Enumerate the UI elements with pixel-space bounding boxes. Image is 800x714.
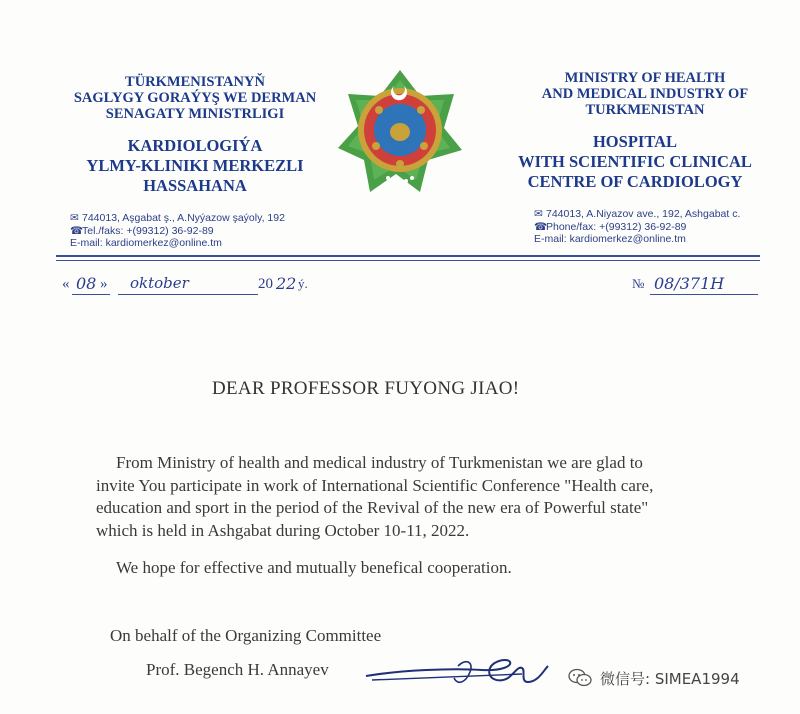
right-ministry-line: MINISTRY OF HEALTH	[564, 70, 726, 86]
number-sign: №	[632, 276, 645, 291]
salutation: DEAR PROFESSOR FUYONG JIAO!	[212, 378, 520, 399]
right-hospital-line: HOSPITAL	[592, 132, 678, 151]
envelope-icon: ✉	[534, 208, 543, 220]
left-ministry-line: TÜRKMENISTANYŇ	[125, 74, 265, 90]
right-contact-block	[534, 208, 794, 246]
reference-number	[632, 274, 762, 296]
closing-line: On behalf of the Organizing Committee	[110, 626, 382, 645]
number-underline	[650, 294, 758, 295]
left-hospital-line: KARDIOLOGIÝA	[127, 136, 263, 155]
header-rule-thin	[56, 260, 760, 261]
right-hospital-line: WITH SCIENTIFIC CLINICAL	[518, 152, 752, 171]
date-line	[62, 276, 362, 298]
date-year-suffix: 22	[276, 274, 297, 293]
wechat-icon	[568, 668, 592, 688]
left-email: E-mail: kardiomerkez@online.tm	[70, 237, 222, 250]
paragraph-line: which is held in Ashgabat during October 10-11, 2022.	[96, 520, 470, 540]
phone-icon: ☎	[534, 220, 548, 233]
paragraph-cooperation: We hope for effective and mutually benefical cooperation.	[116, 558, 512, 577]
envelope-icon: ✉	[70, 212, 79, 224]
paragraph-line: invite You participate in work of International Scientific Conference "Health care,	[96, 475, 654, 495]
left-hospital-line: YLMY-KLINIKI MERKEZLI	[86, 156, 304, 175]
left-phone: Tel./faks: +(99312) 36-92-89	[82, 224, 214, 237]
right-phone: Phone/fax: +(99312) 36-92-89	[546, 220, 687, 233]
right-ministry-name	[500, 70, 790, 118]
number-value: 08/371H	[654, 274, 725, 293]
state-emblem	[334, 66, 466, 198]
date-month: oktober	[130, 274, 189, 292]
day-underline	[72, 294, 110, 295]
right-hospital-name	[490, 132, 780, 192]
left-ministry-name	[50, 74, 340, 122]
date-year-unit: ý.	[298, 276, 308, 291]
left-ministry-line: SAGLYGY GORAÝYŞ WE DERMAN	[73, 90, 317, 106]
header-rule-thick	[56, 255, 760, 257]
right-ministry-line: AND MEDICAL INDUSTRY OF	[541, 86, 749, 102]
date-day: 08	[76, 274, 97, 293]
watermark	[568, 666, 740, 690]
left-hospital-line: HASSAHANA	[143, 176, 247, 195]
right-ministry-line: TURKMENISTAN	[585, 102, 705, 118]
phone-icon: ☎	[70, 224, 84, 237]
date-close-quote: »	[100, 276, 108, 292]
left-address: 744013, Aşgabat ş., A.Nyýazow şaýoly, 192	[82, 212, 285, 224]
date-open-quote: «	[62, 276, 70, 292]
month-underline	[118, 294, 258, 295]
watermark-text: 微信号: SIMEA1994	[600, 669, 740, 688]
left-hospital-name	[50, 136, 340, 196]
left-ministry-line: SENAGATY MINISTRLIGI	[105, 106, 285, 122]
paragraph-line: From Ministry of health and medical industry of Turkmenistan we are glad to	[116, 453, 643, 472]
paragraph-line: education and sport in the period of the Revival of the new era of Powerful state"	[96, 498, 649, 517]
right-email: E-mail: kardiomerkez@online.tm	[534, 233, 686, 246]
paragraph-invitation	[96, 452, 756, 542]
right-hospital-line: CENTRE OF CARDIOLOGY	[527, 172, 743, 191]
date-year-prefix: 20	[258, 276, 273, 292]
right-address: 744013, A.Niyazov ave., 192, Ashgabat c.	[546, 208, 741, 220]
signature	[362, 652, 552, 692]
left-contact-block	[70, 212, 350, 250]
signatory-name: Prof. Begench H. Annayev	[146, 660, 329, 679]
